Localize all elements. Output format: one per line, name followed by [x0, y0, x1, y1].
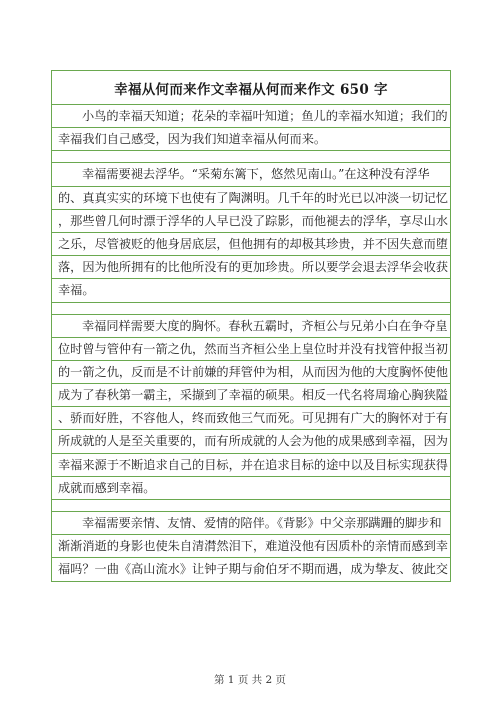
text-line: 的、真真实实的环境下也使有了陶渊明。几千年的时光已以冲淡一切记忆: [52, 187, 450, 210]
text-line: 幸福需要亲情、友情、爱情的陪伴。《背影》中父亲那蹒跚的脚步和: [52, 512, 450, 535]
text-line: 成为了春秋第一霸主，采撷到了幸福的硕果。相反一代名将周瑜心胸狭隘: [52, 384, 450, 407]
text-line: 成就而感到幸福。: [52, 477, 450, 500]
paragraph: [52, 512, 450, 582]
text-line: 的一箭之仇，反而是不计前嫌的拜管仲为相，从而因为他的大度胸怀使他: [52, 361, 450, 384]
paragraph: [52, 315, 450, 501]
text-line: 福吗？一曲《高山流水》让钟子期与俞伯牙不期而遇，成为挚友、彼此交: [52, 558, 450, 581]
text-line: 小鸟的幸福天知道；花朵的幸福叶知道；鱼儿的幸福水知道；我们的: [52, 105, 450, 128]
document-frame: [51, 70, 451, 582]
text-line: 、骄而好胜，不容他人，终而致他三气而死。可见拥有广大的胸怀对于有: [52, 407, 450, 430]
text-line: 幸福。: [52, 279, 450, 302]
text-line: 所成就的人是至关重要的，而有所成就的人会为他的成果感到幸福，因为: [52, 430, 450, 453]
page-number: 第 1 页 共 2 页: [213, 674, 287, 686]
text-line: 幸福来源于不断追求自己的目标，并在追求目标的途中以及目标实现获得: [52, 454, 450, 477]
document-title: 幸福从何而来作文幸福从何而来作文 650 字: [52, 71, 450, 105]
text-line: 幸福我们自己感受，因为我们知道幸福从何而来。: [52, 128, 450, 151]
text-line: 渐渐消逝的身影也使朱自清潸然泪下，难道没他有因质朴的亲情而感到幸: [52, 535, 450, 558]
paragraph-gap: [52, 500, 450, 512]
paragraph: [52, 163, 450, 302]
paragraph-gap: [52, 303, 450, 315]
text-line: 位时曾与管仲有一箭之仇，然而当齐桓公坐上皇位时并没有找管仲报当初: [52, 338, 450, 361]
paragraph: [52, 105, 450, 151]
document-body: [52, 105, 450, 582]
text-line: ，那些曾几何时漂于浮华的人早已没了踪影，而他褪去的浮华，享尽山水: [52, 210, 450, 233]
text-line: 幸福需要褪去浮华。“采菊东篱下，悠然见南山。”在这种没有浮华: [52, 163, 450, 186]
text-line: 幸福同样需要大度的胸怀。春秋五霸时，齐桓公与兄弟小白在争夺皇: [52, 315, 450, 338]
paragraph-gap: [52, 151, 450, 163]
text-line: 落，因为他所拥有的比他所没有的更加珍贵。所以要学会退去浮华会收获: [52, 256, 450, 279]
text-line: 之乐，尽管被贬的他身居底层，但他拥有的却极其珍贵，并不因失意而堕: [52, 233, 450, 256]
